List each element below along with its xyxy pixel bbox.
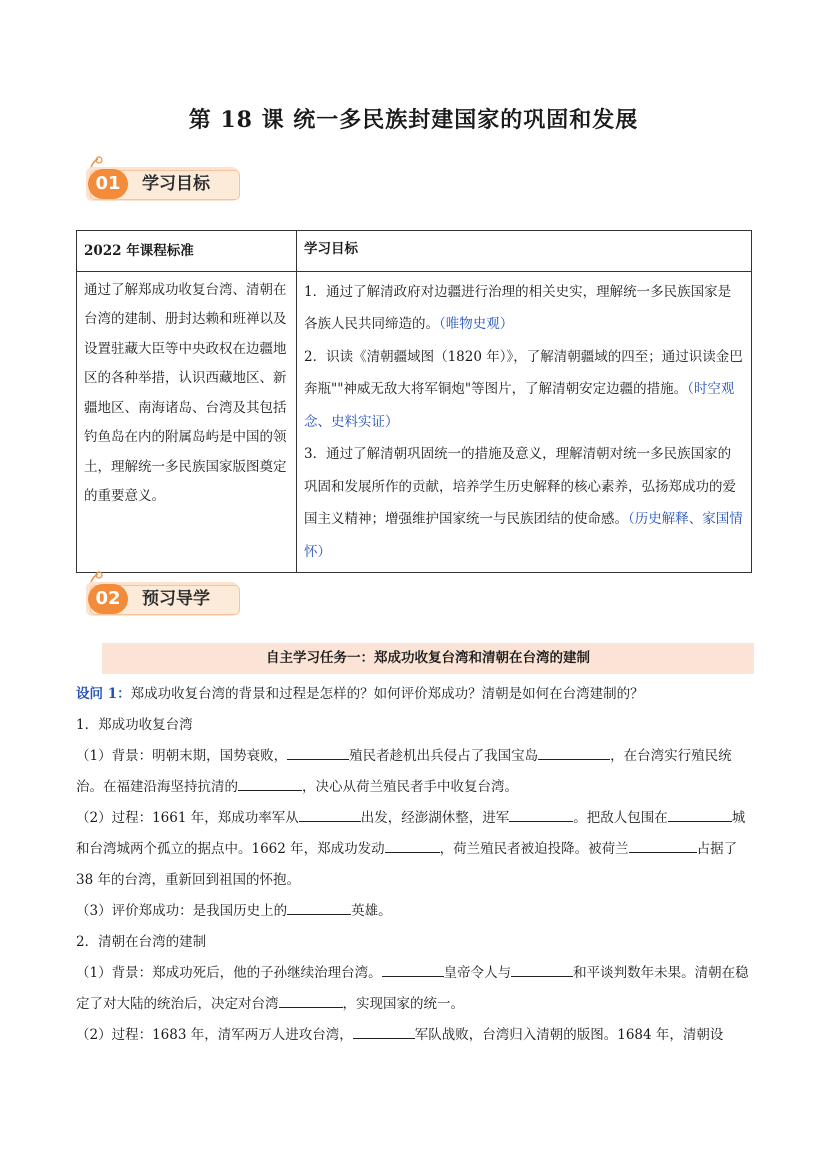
section-badge-preview xyxy=(82,570,242,618)
standard-cell: 通过了解郑成功收复台湾、清朝在台湾的建制、册封达赖和班禅以及设置驻藏大臣等中央政权在边疆地区的各种举措，认识西藏地区、新疆地区、南海诸岛、台湾及其包括钓鱼岛在内的附属岛屿是中国的领土，理解统一多民族国家版图奠定的重要意义。 xyxy=(77,271,297,573)
header-standard: 2022 年课程标准 xyxy=(77,231,297,272)
question-line xyxy=(76,682,644,702)
paragraph-qing-background: （1）背景：郑成功死后，他的子孙继续治理台湾。 皇帝令人与 和平谈判数年未果。清朝在稳定了对大陆的统治后，决定对台湾 ，实现国家的统一。 xyxy=(76,958,756,1020)
page-title: 第 18 课 统一多民族封建国家的巩固和发展 xyxy=(188,107,639,133)
goal-2: 2．识读《清朝疆域图（1820 年）》，了解清朝疆域的四至；通过识读金巴奔瓶""神威无敌大将军铜炮"等图片，了解清朝安定边疆的措施。（时空观念、史料实证） xyxy=(304,348,743,430)
section-number: 02 xyxy=(88,584,128,614)
section-label: 学习目标 xyxy=(142,174,210,194)
paragraph-evaluation: （3）评价郑成功：是我国历史上的 英雄。 xyxy=(76,896,756,927)
question-text: 郑成功收复台湾的背景和过程是怎样的？如何评价郑成功？清朝是如何在台湾建制的？ xyxy=(130,686,644,702)
section-badge-goals xyxy=(82,155,242,203)
heading-1: 1．郑成功收复台湾 xyxy=(76,717,193,733)
content-body xyxy=(76,710,756,1051)
question-label: 设问 1： xyxy=(76,686,131,702)
section-label: 预习导学 xyxy=(142,589,210,609)
objectives-table xyxy=(76,230,752,573)
paragraph-background: （1）背景：明朝末期，国势衰败， 殖民者趁机出兵侵占了我国宝岛 ，在台湾实行殖民统治。在福建沿海坚持抗清的 ，决心从荷兰殖民者手中收复台湾。 xyxy=(76,741,756,803)
paragraph-process: （2）过程：1661 年，郑成功率军从 出发，经澎湖休整，进军 。把敌人包围在 城和台湾城两个孤立的据点中。1662 年，郑成功发动 ，荷兰殖民者被迫投降。被荷兰 占据了 38 年的台湾，重新回到祖国的怀抱。 xyxy=(76,803,756,896)
heading-2: 2．清朝在台湾的建制 xyxy=(76,934,207,950)
header-goals: 学习目标 xyxy=(297,231,752,272)
section-number: 01 xyxy=(88,169,128,199)
task-title: 自主学习任务一：郑成功收复台湾和清朝在台湾的建制 xyxy=(102,643,754,674)
goal-1: 1．通过了解清政府对边疆进行治理的相关史实，理解统一多民族国家是各族人民共同缔造的。（唯物史观） xyxy=(304,283,732,332)
goals-cell xyxy=(297,271,752,573)
paragraph-qing-process: （2）过程：1683 年，清军两万人进攻台湾， 军队战败，台湾归入清朝的版图。1684 年，清朝设 xyxy=(76,1020,756,1051)
goal-3: 3．通过了解清朝巩固统一的措施及意义，理解清朝对统一多民族国家的巩固和发展所作的贡献，培养学生历史解释的核心素养，弘扬郑成功的爱国主义精神；增强维护国家统一与民族团结的使命感。（历史解释、家国情怀） xyxy=(304,446,743,560)
